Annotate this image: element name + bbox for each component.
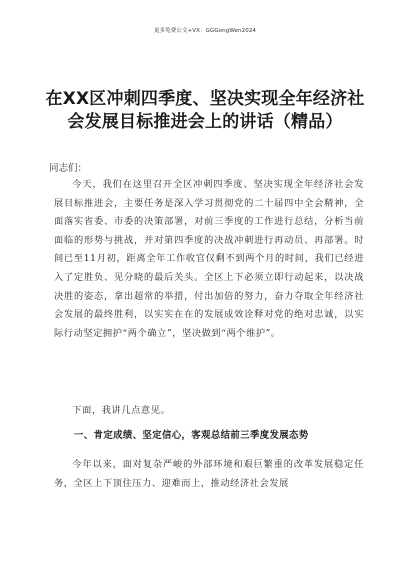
title-line-2: 会发展目标推进会上的讲话（精品） [67,112,343,132]
section-heading-1: 一、肯定成绩、坚定信心，客观总结前三季度发展态势 [74,430,309,441]
paragraph-transition [54,402,364,421]
title-line-1: 在XX区冲刺四季度、坚决实现全年经济社 [45,89,365,109]
document-title [40,88,370,134]
paragraph-section-1 [54,456,364,493]
salutation: 同志们： [49,163,88,174]
paragraph-text: 下面，我讲几点意见。 [72,405,171,416]
paragraph-opening [54,176,364,343]
paragraph-text: 今年以来，面对复杂严峻的外部环境和艰巨繁重的改革发展稳定任务，全区上下顶住压力、迎难而上，推动经济社会发展 [54,459,364,489]
paragraph-text: 今天，我们在这里召开全区冲刺四季度、坚决实现全年经济社会发展目标推进会，主要任务是深入学习贯彻党的二十届四中全会精神，全面落实省委、市委的决策部署，对前三季度的工作进行总结，分析当前面临的形势与挑战，并对第四季度的决战冲刺进行再动员、再部署。时间已至11月初，距离全年工作收官仅剩不到两个月的时间，我们已经进入了定胜负、见分晓的最后关头。全区上下必须立即行动起来，以决战决胜的姿态，拿出超常的举措，付出加倍的努力，奋力夺取全年经济社会发展的最终胜利，以实实在在的发展成效诠释对党的绝对忠诚，以实际行动坚定拥护“两个确立”，坚决做到“两个维护”。 [54,179,364,339]
header-note: 更多免费公文+VX：GGGongWen2024 [153,28,257,34]
